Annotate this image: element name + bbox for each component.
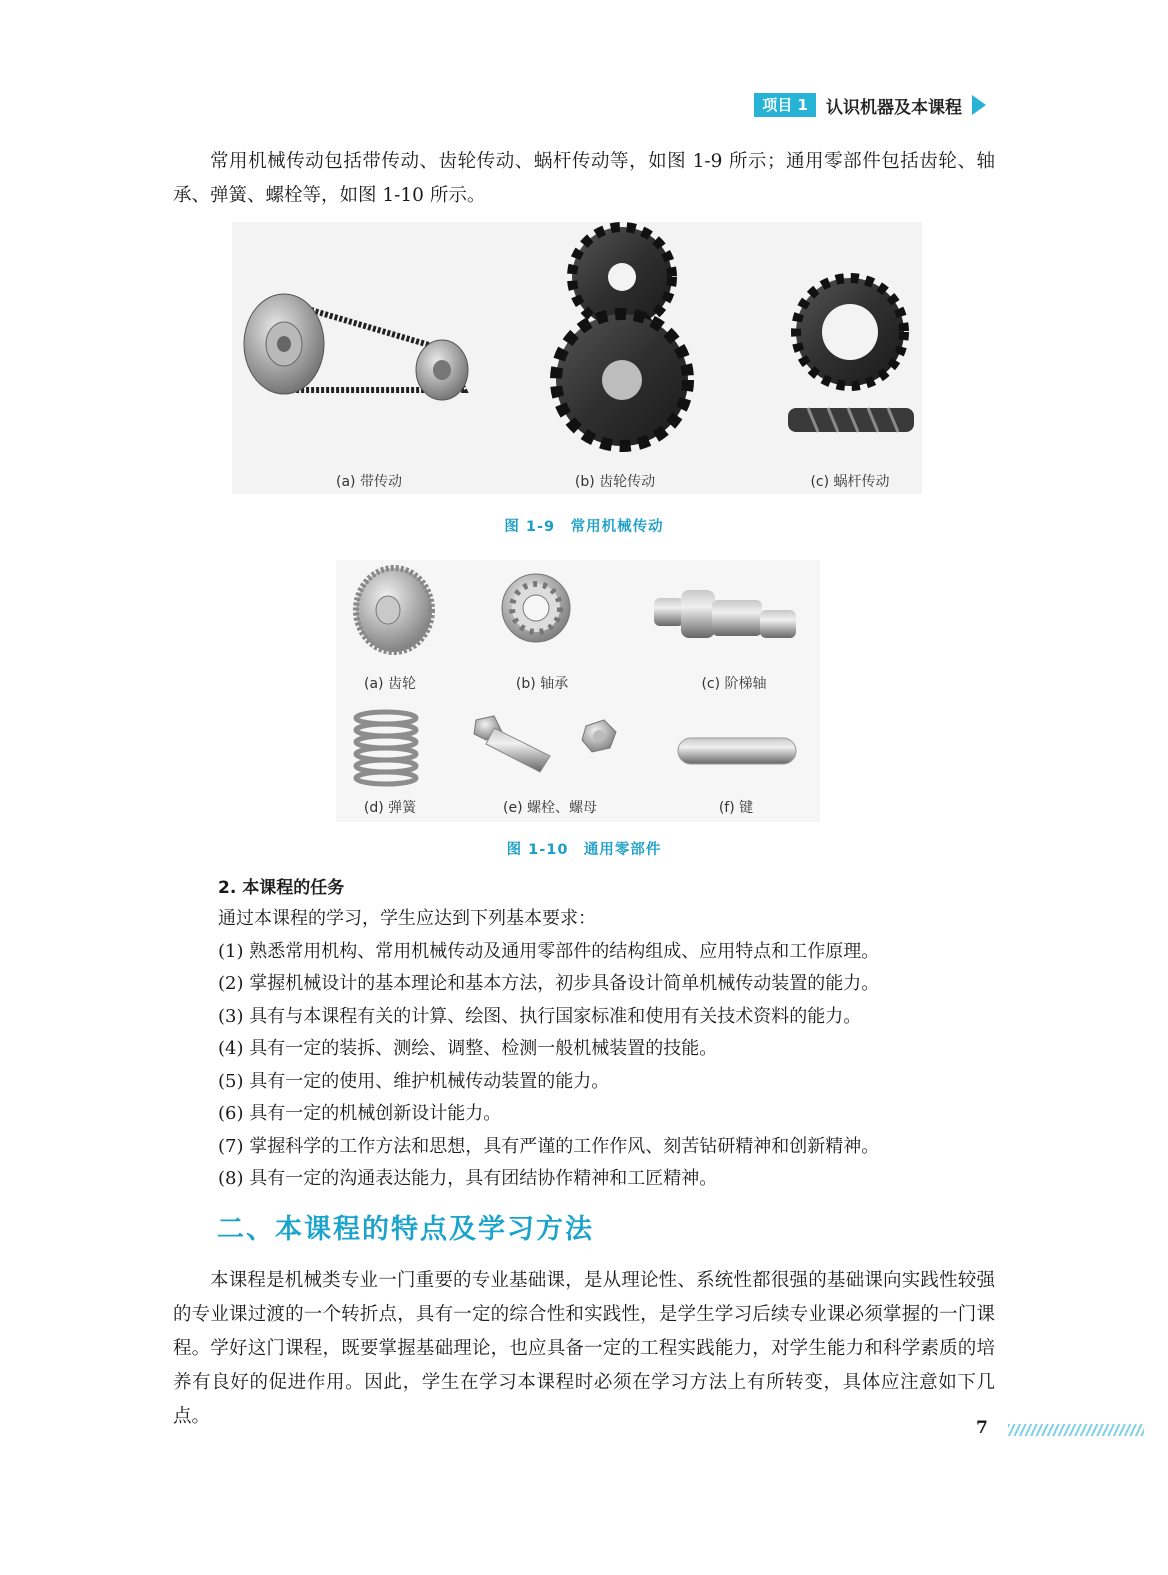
list-item: (6) 具有一定的机械创新设计能力。 <box>218 1103 502 1124</box>
list-item: (1) 熟悉常用机构、常用机械传动及通用零部件的结构组成、应用特点和工作原理。 <box>218 940 880 962</box>
list-item: (5) 具有一定的使用、维护机械传动装置的能力。 <box>218 1070 610 1092</box>
fig10-panel-d-label: (d) 弹簧 <box>363 800 417 816</box>
list-item: (8) 具有一定的沟通表达能力，具有团结协作精神和工匠精神。 <box>218 1168 718 1189</box>
fig10-panel-e-label: (e) 螺栓、螺母 <box>503 800 597 816</box>
fig9-panel-a-label: (a) 带传动 <box>336 474 402 490</box>
figure-1-10-caption: 图 1-10 通用零部件 <box>506 842 662 858</box>
figure-1-10-illustration <box>336 560 820 822</box>
bolt-nut-illustration <box>474 716 616 772</box>
fig10-panel-c-label: (c) 阶梯轴 <box>701 676 767 692</box>
fig10-panel-b-label: (b) 轴承 <box>515 676 569 692</box>
fig9-panel-c-label: (c) 蜗杆传动 <box>810 474 890 490</box>
figure-1-10 <box>336 560 820 822</box>
section-heading-features: 二、本课程的特点及学习方法 <box>217 1214 594 1245</box>
figure-1-9 <box>232 222 922 494</box>
spring-illustration <box>356 712 416 784</box>
gear-part-illustration <box>356 568 432 652</box>
worm-gear-illustration <box>788 278 914 432</box>
fig9-panel-b-label: (b) 齿轮传动 <box>574 474 656 490</box>
requirements-list <box>218 903 998 1196</box>
list-item: (7) 掌握科学的工作方法和思想，具有严谨的工作作风、刻苦钻研精神和创新精神。 <box>218 1135 880 1157</box>
list-item: (4) 具有一定的装拆、测绘、调整、检测一般机械装置的技能。 <box>218 1038 718 1059</box>
header-arrow-icon <box>972 95 986 115</box>
bearing-illustration <box>502 574 570 642</box>
figure-1-9-illustration <box>232 222 922 494</box>
fig10-panel-a-label: (a) 齿轮 <box>364 676 416 692</box>
footer-hatch-decoration <box>1008 1424 1144 1436</box>
fig10-panel-f-label: (f) 键 <box>718 800 754 816</box>
requirements-lead: 通过本课程的学习，学生应达到下列基本要求： <box>218 908 596 929</box>
project-tag: 项目 1 <box>754 93 816 117</box>
figure-1-9-caption: 图 1-9 常用机械传动 <box>504 519 664 535</box>
spur-gear-illustration <box>556 227 688 446</box>
list-item: (2) 掌握机械设计的基本理论和基本方法，初步具备设计简单机械传动装置的能力。 <box>218 973 880 994</box>
intro-paragraph: 常用机械传动包括带传动、齿轮传动、蜗杆传动等，如图 1-9 所示；通用零部件包括齿轮、轴承、弹簧、螺栓等，如图 1-10 所示。 <box>173 151 995 206</box>
features-paragraph: 本课程是机械类专业一门重要的专业基础课，是从理论性、系统性都很强的基础课向实践性较强的专业课过渡的一个转折点，具有一定的综合性和实践性，是学生学习后续专业课必须掌握的一门课程。学好这门课程，既要掌握基础理论，也应具备一定的工程实践能力，对学生能力和科学素质的培养有良好的促进作用。因此，学生在学习本课程时必须在学习方法上有所转变，具体应注意如下几点。 <box>173 1270 995 1427</box>
chapter-title: 认识机器及本课程 <box>826 97 962 118</box>
page-number: 7 <box>976 1418 988 1438</box>
belt-drive-illustration <box>244 294 468 400</box>
stepped-shaft-illustration <box>654 590 796 638</box>
list-item: (3) 具有与本课程有关的计算、绘图、执行国家标准和使用有关技术资料的能力。 <box>218 1005 862 1027</box>
section-2-title: 2. 本课程的任务 <box>218 878 345 898</box>
key-illustration <box>678 738 796 764</box>
running-header <box>754 92 986 118</box>
